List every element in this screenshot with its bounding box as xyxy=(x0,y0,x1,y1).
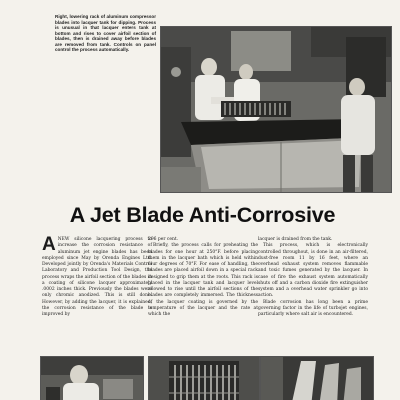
column-3-paragraph-3: Blade corrosion has long been a prime governing factor in the life of turbojet engines, particularly where salt air is encountered. xyxy=(258,299,368,317)
column-2-paragraph-1: 296 per cent. xyxy=(148,237,179,242)
blade-closeup-photo xyxy=(260,356,374,400)
technician-photo xyxy=(40,356,144,400)
column-3-paragraph-2: This process, which is electronically controlled throughout, is done in an air-filtered, dust-free room 11 by 16 feet, where an overhead exhaust system removes flammable and toxic fumes generated by the lacquer. In case of fire the exhaust system automatically shuts off and a carbon dioxide fire extinguisher system and a overhead water sprinkler go into action. xyxy=(258,243,368,299)
article-column-1 xyxy=(42,234,152,318)
photo-caption: Right, lowering rack of aluminum compressor blades into lacquer tank for dipping. Process is unusual in that lacquer enters tank at bottom and rises to cover airfoil section of blades, then is drained away before blades are removed from tank. Controls on panel control the process automatically. xyxy=(55,14,156,53)
drop-cap: A xyxy=(42,234,56,255)
column-2-paragraph-2: Briefly, the process calls for preheating the blades for one hour at 250°F. before placing them in the lacquer bath which is held within four degrees of 70°F. For ease of handling, the blades are placed airfoil down in a special rack designed to grip them at the roots. This rack is placed in the lacquer tank and lacquer level allowed to rise until the airfoil sections of the blades are completely immersed. The thickness of the lacquer coating is governed by the temperature of the lacquer and the rate at which the xyxy=(148,243,258,317)
column-3-paragraph-1: lacquer is drained from the tank. xyxy=(258,237,333,242)
article-column-3 xyxy=(258,237,368,318)
article-headline: A Jet Blade Anti-Corrosive xyxy=(69,203,336,227)
lab-workers-photo xyxy=(160,26,392,193)
article-column-2 xyxy=(148,237,258,318)
blade-rack-photo xyxy=(148,356,260,400)
column-1-text: NEW silicone lacquering process to increase the corrosion resistance of aluminum jet engine blades has been employed since May by Orenda Engines Ltd. Developed jointly by Orenda's Materials Control Laboratory and Production Tool Design, the process wraps the airfoil section of the blades in a coating of silicone lacquer approximately .0002 inches thick. Previously the blades were only chromic anodized. This is still done. However, by adding the lacquer, it is explained, the corrosion resistance of the blade is improved by xyxy=(42,237,152,317)
